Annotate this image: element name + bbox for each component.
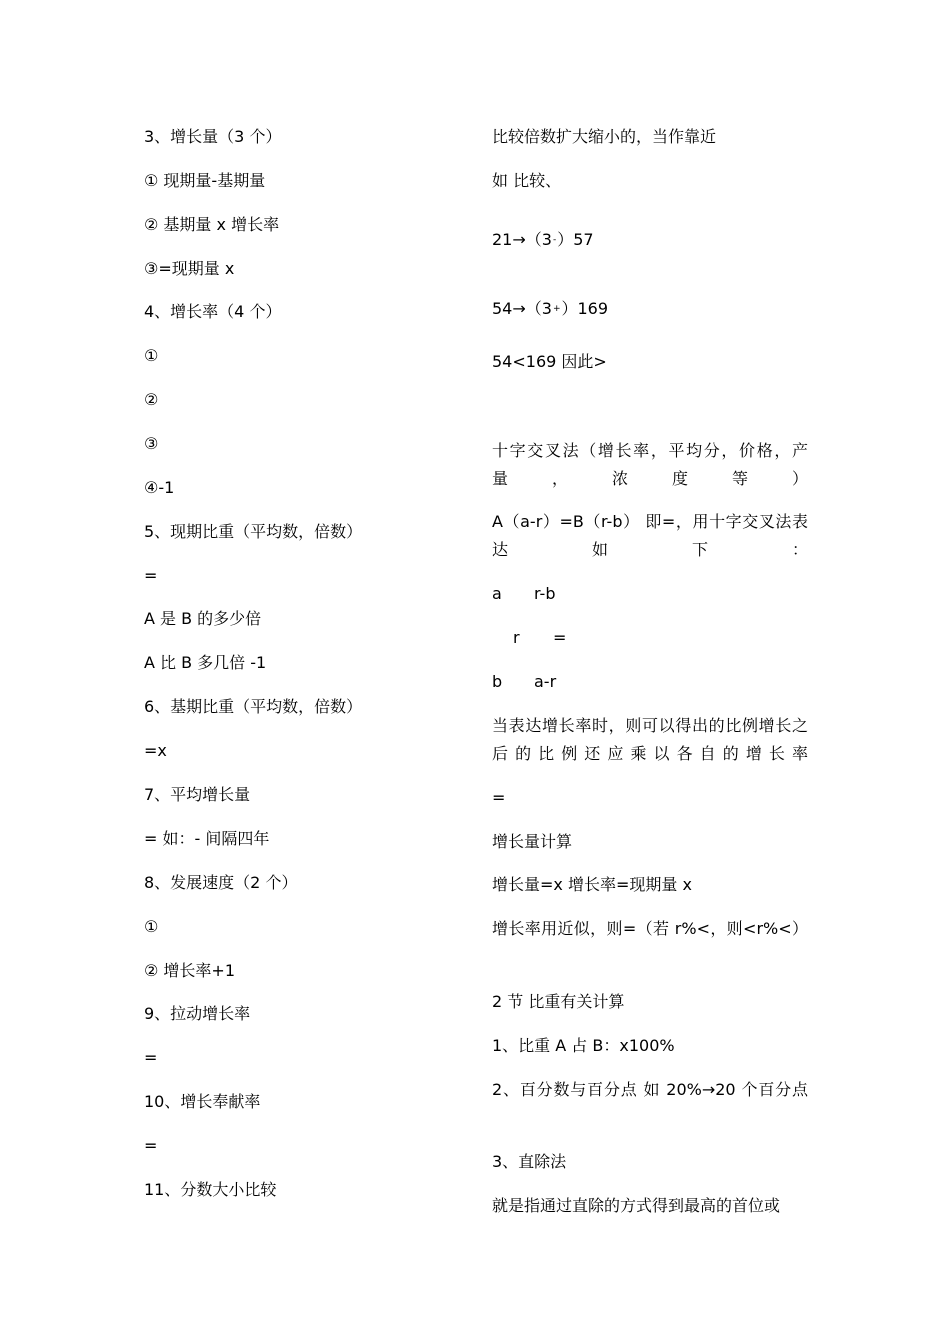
growth-rate-note: 当表达增长率时，则可以得出的比例增长之后的比例还应乘以各自的增长率 xyxy=(492,716,808,763)
equals-line: = xyxy=(492,788,506,807)
percent-point-line: 2、百分数与百分点 如 20%→20 个百分点 xyxy=(492,1080,808,1099)
left-line-4: ③=现期量 x xyxy=(144,259,235,278)
left-line-13: A 比 B 多几倍 -1 xyxy=(144,653,267,672)
growth-calc-formula: 增长量=x 增长率=现期量 x xyxy=(492,875,692,894)
cross-grid-rb: r-b xyxy=(534,584,556,603)
example-1-sup: - xyxy=(552,235,557,245)
proportion-line: 1、比重 A 占 B：x100% xyxy=(492,1036,675,1055)
left-line-3: ② 基期量 x 增长率 xyxy=(144,215,280,234)
left-line-1: 3、增长量（3 个） xyxy=(144,127,282,146)
cross-grid-a: a xyxy=(492,584,502,603)
right-line-1: 比较倍数扩大缩小的，当作靠近 xyxy=(492,127,717,146)
left-line-8: ③ xyxy=(144,434,159,453)
left-line-9: ④-1 xyxy=(144,478,175,497)
cross-method-title: 十字交叉法（增长率，平均分，价格，产量，浓度等） xyxy=(492,441,808,488)
example-2-left: 54→（3 xyxy=(492,299,552,318)
left-line-21: 9、拉动增长率 xyxy=(144,1004,251,1023)
growth-rate-approx: 增长率用近似，则=（若 r%<，则<r%<） xyxy=(492,919,808,938)
left-line-2: ① 现期量-基期量 xyxy=(144,171,266,190)
cross-grid-ar: a-r xyxy=(534,672,557,691)
left-line-24: = xyxy=(144,1136,158,1155)
example-2-sup: + xyxy=(552,304,561,314)
left-line-19: ① xyxy=(144,917,159,936)
example-1-left: 21→（3 xyxy=(492,230,552,249)
cross-method-formula: A（a-r）=B（r-b） 即=，用十字交叉法表达如下： xyxy=(492,512,808,559)
cross-grid-eq: = xyxy=(553,628,567,647)
example-2-right: ）169 xyxy=(561,299,609,318)
example-line-1 xyxy=(492,226,594,257)
left-line-23: 10、增长奉献率 xyxy=(144,1092,261,1111)
left-line-16: 7、平均增长量 xyxy=(144,785,251,804)
left-line-11: = xyxy=(144,566,158,585)
left-line-5: 4、增长率（4 个） xyxy=(144,302,282,321)
left-line-17: = 如：- 间隔四年 xyxy=(144,829,270,848)
left-line-7: ② xyxy=(144,390,159,409)
comparison-result: 54<169 因此> xyxy=(492,352,607,371)
left-line-10: 5、现期比重（平均数，倍数） xyxy=(144,522,363,541)
right-line-2: 如 比较、 xyxy=(492,171,562,190)
left-line-14: 6、基期比重（平均数，倍数） xyxy=(144,697,363,716)
left-line-15: =x xyxy=(144,741,167,760)
left-line-22: = xyxy=(144,1048,158,1067)
left-line-25: 11、分数大小比较 xyxy=(144,1180,277,1199)
left-line-18: 8、发展速度（2 个） xyxy=(144,873,298,892)
direct-division-title: 3、直除法 xyxy=(492,1152,567,1171)
growth-calc-title: 增长量计算 xyxy=(492,832,573,851)
left-line-20: ② 增长率+1 xyxy=(144,961,236,980)
cross-grid-r: r xyxy=(513,628,520,647)
direct-division-desc: 就是指通过直除的方式得到最高的首位或 xyxy=(492,1196,781,1215)
example-line-2 xyxy=(492,295,608,326)
section-2-title: 2 节 比重有关计算 xyxy=(492,992,625,1011)
left-line-6: ① xyxy=(144,346,159,365)
left-line-12: A 是 B 的多少倍 xyxy=(144,609,262,628)
cross-grid-b: b xyxy=(492,672,503,691)
example-1-right: ）57 xyxy=(557,230,594,249)
